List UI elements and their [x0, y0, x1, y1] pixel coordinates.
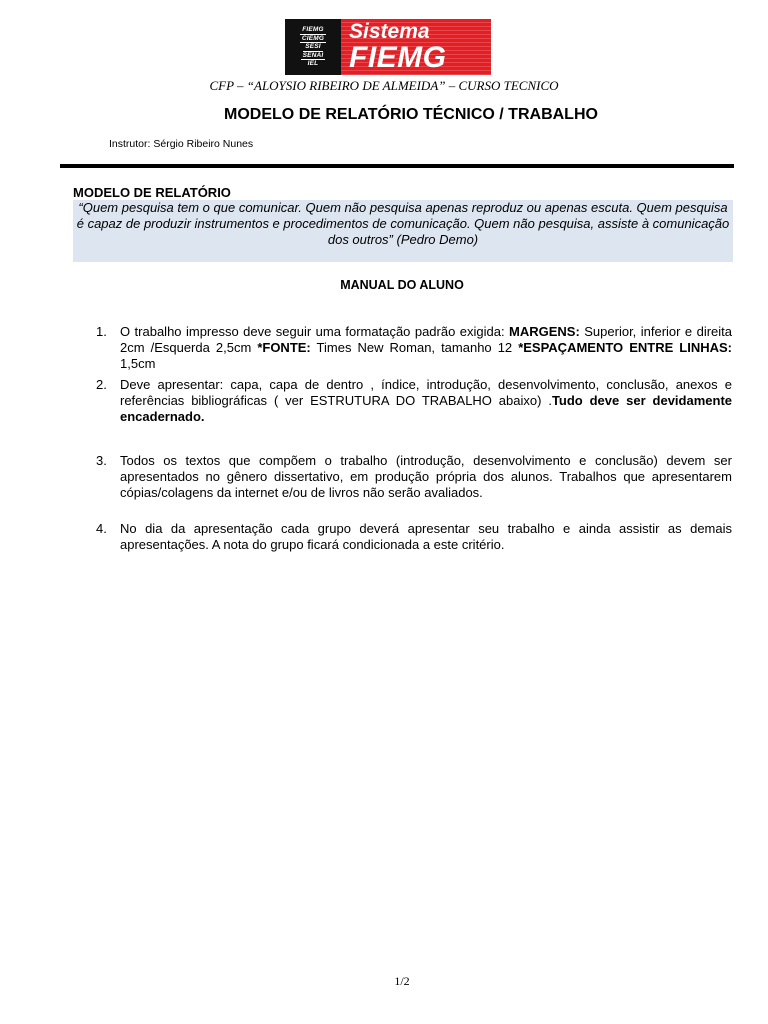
item-text: Times New Roman, tamanho 12 — [310, 340, 519, 355]
logo-fiemg-text: FIEMG — [349, 41, 447, 74]
school-line: CFP – “ALOYSIO RIBEIRO DE ALMEIDA” – CURSO TECNICO — [209, 78, 559, 93]
item-text: Deve apresentar: capa, capa de dentro , índice, introdução, desenvolvimento, conclusão, anexos e referências bibliográficas ( ver ESTRUTURA DO TRABALHO abaixo) . — [120, 377, 732, 408]
section-heading: MODELO DE RELATÓRIO — [73, 185, 231, 200]
item-number: 2. — [96, 377, 107, 392]
instructor-line: Instrutor: Sérgio Ribeiro Nunes — [109, 138, 254, 150]
item-bold-text: *ESPAÇAMENTO ENTRE LINHAS: — [518, 340, 732, 355]
list-item — [96, 453, 732, 521]
manual-heading: MANUAL DO ALUNO — [340, 278, 464, 292]
item-number: 1. — [96, 324, 107, 339]
header-divider — [60, 164, 734, 168]
item-bold-text: MARGENS: — [509, 324, 580, 339]
logo-line: CIEMG — [301, 34, 325, 42]
rules-list — [96, 324, 732, 553]
item-text: O trabalho impresso deve seguir uma formatação padrão exigida: — [120, 324, 510, 339]
item-text: 1,5cm — [120, 356, 156, 371]
item-bold-text: Tudo deve ser devidamente encadernado. — [120, 393, 732, 424]
item-number: 3. — [96, 453, 107, 468]
logo-line: IEL — [307, 60, 319, 68]
logo-line: FIEMG — [302, 26, 324, 34]
list-item — [96, 521, 732, 553]
list-item — [96, 324, 732, 377]
list-item — [96, 377, 732, 453]
item-number: 4. — [96, 521, 107, 536]
fiemg-logo — [285, 19, 491, 75]
page-number: 1/2 — [394, 974, 410, 988]
item-text: Todos os textos que compõem o trabalho (introdução, desenvolvimento e conclusão) devem ser apresentados no gênero dissertativo, em produção própria dos alunos. Trabalhos que apresentarem cópias/colagens da internet e/ou de livros não serão avaliados. — [120, 453, 732, 500]
logo-brand-block — [341, 19, 491, 75]
quote-text: “Quem pesquisa tem o que comunicar. Quem não pesquisa apenas reproduz ou apenas escuta. Quem pesquisa é capaz de produzir instrumentos e procedimentos de comunicação. Quem não pesquisa, assiste à comunicação dos outros” (Pedro Demo) — [76, 200, 730, 247]
logo-line: SESI — [305, 43, 321, 51]
item-text: Superior, inferior e direita 2cm /Esquerda 2,5cm — [120, 324, 732, 355]
logo-sistema-text: Sistema — [349, 20, 430, 43]
logo-entities-block — [285, 19, 341, 75]
logo-line: SENAI — [302, 51, 324, 59]
document-title: MODELO DE RELATÓRIO TÉCNICO / TRABALHO — [224, 106, 598, 123]
item-bold-text: *FONTE: — [257, 340, 311, 355]
item-text: No dia da apresentação cada grupo deverá apresentar seu trabalho e ainda assistir as demais apresentações. A nota do grupo ficará condicionada a este critério. — [120, 521, 732, 552]
